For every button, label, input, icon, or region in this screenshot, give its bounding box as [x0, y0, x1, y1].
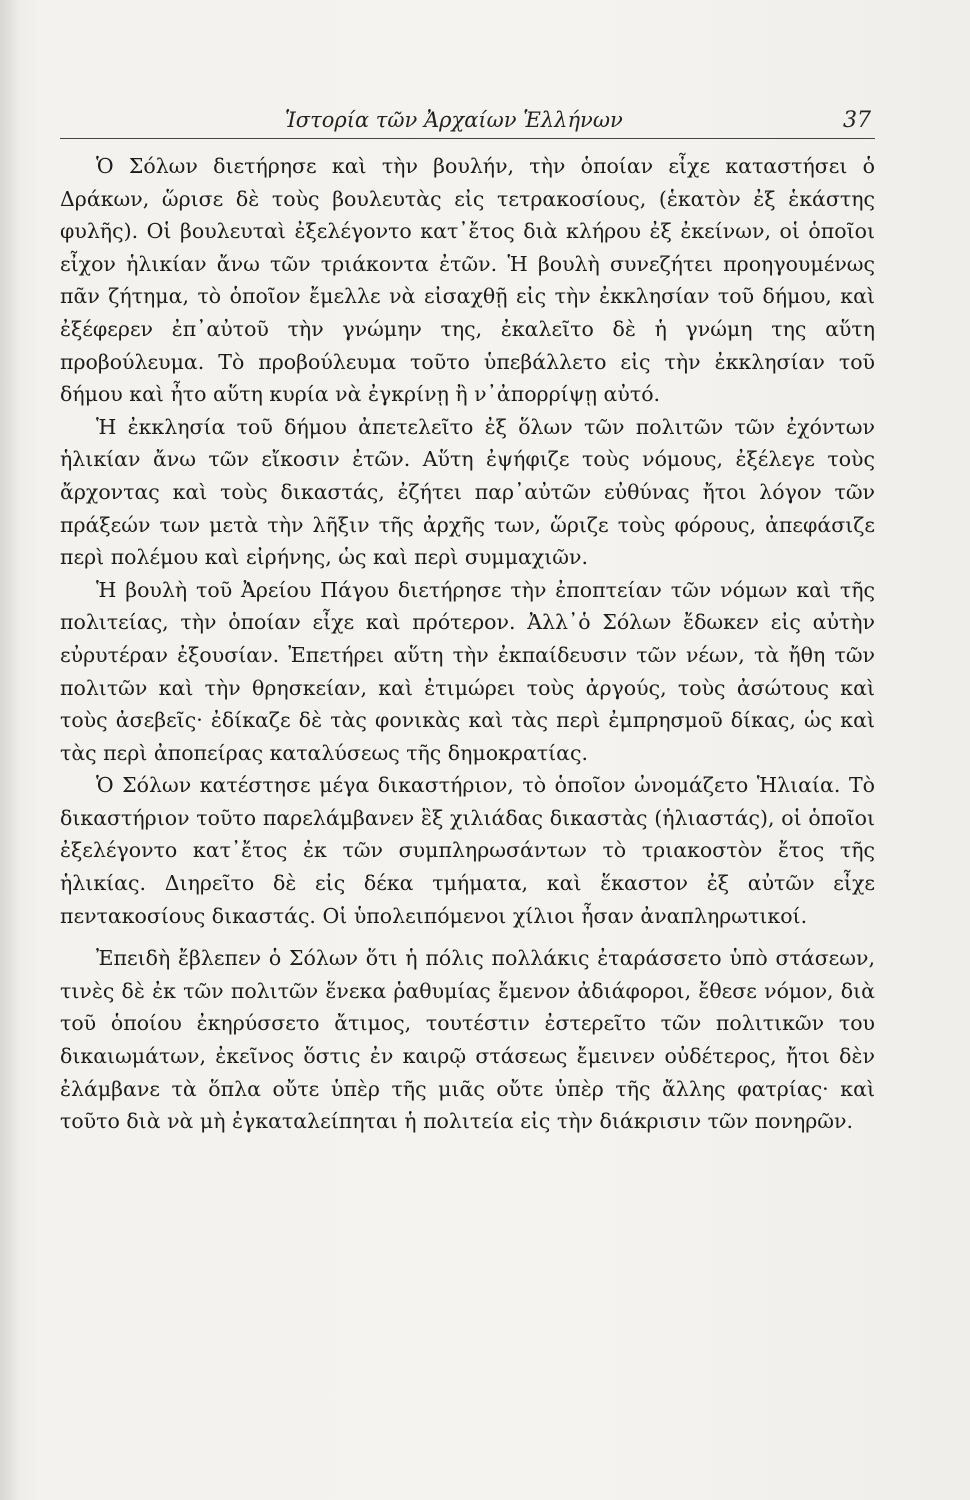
paragraph: Ὁ Σόλων διετήρησε καὶ τὴν βουλήν, τὴν ὁποίαν εἶχε καταστήσει ὁ Δράκων, ὥρισε δὲ τοὺς βουλευτὰς εἰς τετρακοσίους, (ἑκατὸν ἐξ ἑκάστης φυλῆς). Οἱ βουλευταὶ ἐξελέγοντο κατ᾽ἔτος διὰ κλήρου ἐξ ἐκείνων, οἱ ὁποῖοι εἶχον ἡλικίαν ἄνω τῶν τριάκοντα ἐτῶν. Ἡ βουλὴ συνεζήτει προηγουμένως πᾶν ζήτημα, τὸ ὁποῖον ἔμελλε νὰ εἰσαχθῇ εἰς τὴν ἐκκλησίαν τοῦ δήμου, καὶ ἐξέφερεν ἐπ᾽αὐτοῦ τὴν γνώμην της, ἐκαλεῖτο δὲ ἡ γνώμη της αὕτη προβούλευμα. Τὸ προβούλευμα τοῦτο ὑπεβάλλετο εἰς τὴν ἐκκλησίαν τοῦ δήμου καὶ ἦτο αὕτη κυρία νὰ ἐγκρίνῃ ἢ ν᾽ἀπορρίψῃ αὐτό.: [60, 154, 875, 407]
page-header: [60, 104, 875, 139]
paragraph: Ἡ ἐκκλησία τοῦ δήμου ἀπετελεῖτο ἐξ ὅλων τῶν πολιτῶν τῶν ἐχόντων ἡλικίαν ἄνω τῶν εἴκοσιν ἐτῶν. Αὕτη ἐψήφιζε τοὺς νόμους, ἐξέλεγε τοὺς ἄρχοντας καὶ τοὺς δικαστάς, ἐζήτει παρ᾽αὐτῶν εὐθύνας ἤτοι λόγον τῶν πράξεών των μετὰ τὴν λῆξιν τῆς ἀρχῆς των, ὥριζε τοὺς φόρους, ἀπεφάσιζε περὶ πολέμου καὶ εἰρήνης, ὡς καὶ περὶ συμμαχιῶν.: [60, 414, 875, 570]
binding-shadow: [0, 0, 18, 1500]
page-number: 37: [843, 108, 871, 133]
paragraph: Ὁ Σόλων κατέστησε μέγα δικαστήριον, τὸ ὁποῖον ὠνομάζετο Ἡλιαία. Τὸ δικαστήριον τοῦτο παρελάμβανεν ἓξ χιλιάδας δικαστὰς (ἡλιαστάς), οἱ ὁποῖοι ἐξελέγοντο κατ᾽ἔτος ἐκ τῶν συμπληρωσάντων τὸ τριακοστὸν ἔτος τῆς ἡλικίας. Διηρεῖτο δὲ εἰς δέκα τμήματα, καὶ ἕκαστον ἐξ αὐτῶν εἶχε πεντακοσίους δικαστάς. Οἱ ὑπολειπόμενοι χίλιοι ἦσαν ἀναπληρωτικοί.: [60, 773, 875, 928]
running-title: Ἱστορία τῶν Ἀρχαίων Ἑλλήνων: [285, 108, 623, 132]
paragraph: Ἐπειδὴ ἔβλεπεν ὁ Σόλων ὅτι ἡ πόλις πολλάκις ἐταράσσετο ὑπὸ στάσεων, τινὲς δὲ ἐκ τῶν πολιτῶν ἕνεκα ῥαθυμίας ἔμενον ἀδιάφοροι, ἔθεσε νόμον, διὰ τοῦ ὁποίου ἐκηρύσσετο ἄτιμος, τουτέστιν ἐστερεῖτο τῶν πολιτικῶν του δικαιωμάτων, ἐκεῖνος ὅστις ἐν καιρῷ στάσεως ἔμεινεν οὐδέτερος, ἤτοι δὲν ἐλάμβανε τὰ ὅπλα οὔτε ὑπὲρ τῆς μιᾶς οὔτε ὑπὲρ τῆς ἄλλης φατρίας· καὶ τοῦτο διὰ νὰ μὴ ἐγκαταλείπηται ἡ πολιτεία εἰς τὴν διάκρισιν τῶν πονηρῶν.: [60, 946, 875, 1134]
body-text: [60, 150, 875, 1138]
paragraph: Ἡ βουλὴ τοῦ Ἀρείου Πάγου διετήρησε τὴν ἐποπτείαν τῶν νόμων καὶ τῆς πολιτείας, τὴν ὁποίαν εἶχε καὶ πρότερον. Ἀλλ᾽ὁ Σόλων ἔδωκεν εἰς αὐτὴν εὐρυτέραν ἐξουσίαν. Ἐπετήρει αὕτη τὴν ἐκπαίδευσιν τῶν νέων, τὰ ἤθη τῶν πολιτῶν καὶ τὴν θρησκείαν, καὶ ἐτιμώρει τοὺς ἀργούς, τοὺς ἀσώτους καὶ τοὺς ἀσεβεῖς· ἐδίκαζε δὲ τὰς φονικὰς καὶ τὰς περὶ ἐμπρησμοῦ δίκας, ὡς καὶ τὰς περὶ ἀποπείρας καταλύσεως τῆς δημοκρατίας.: [60, 577, 875, 765]
